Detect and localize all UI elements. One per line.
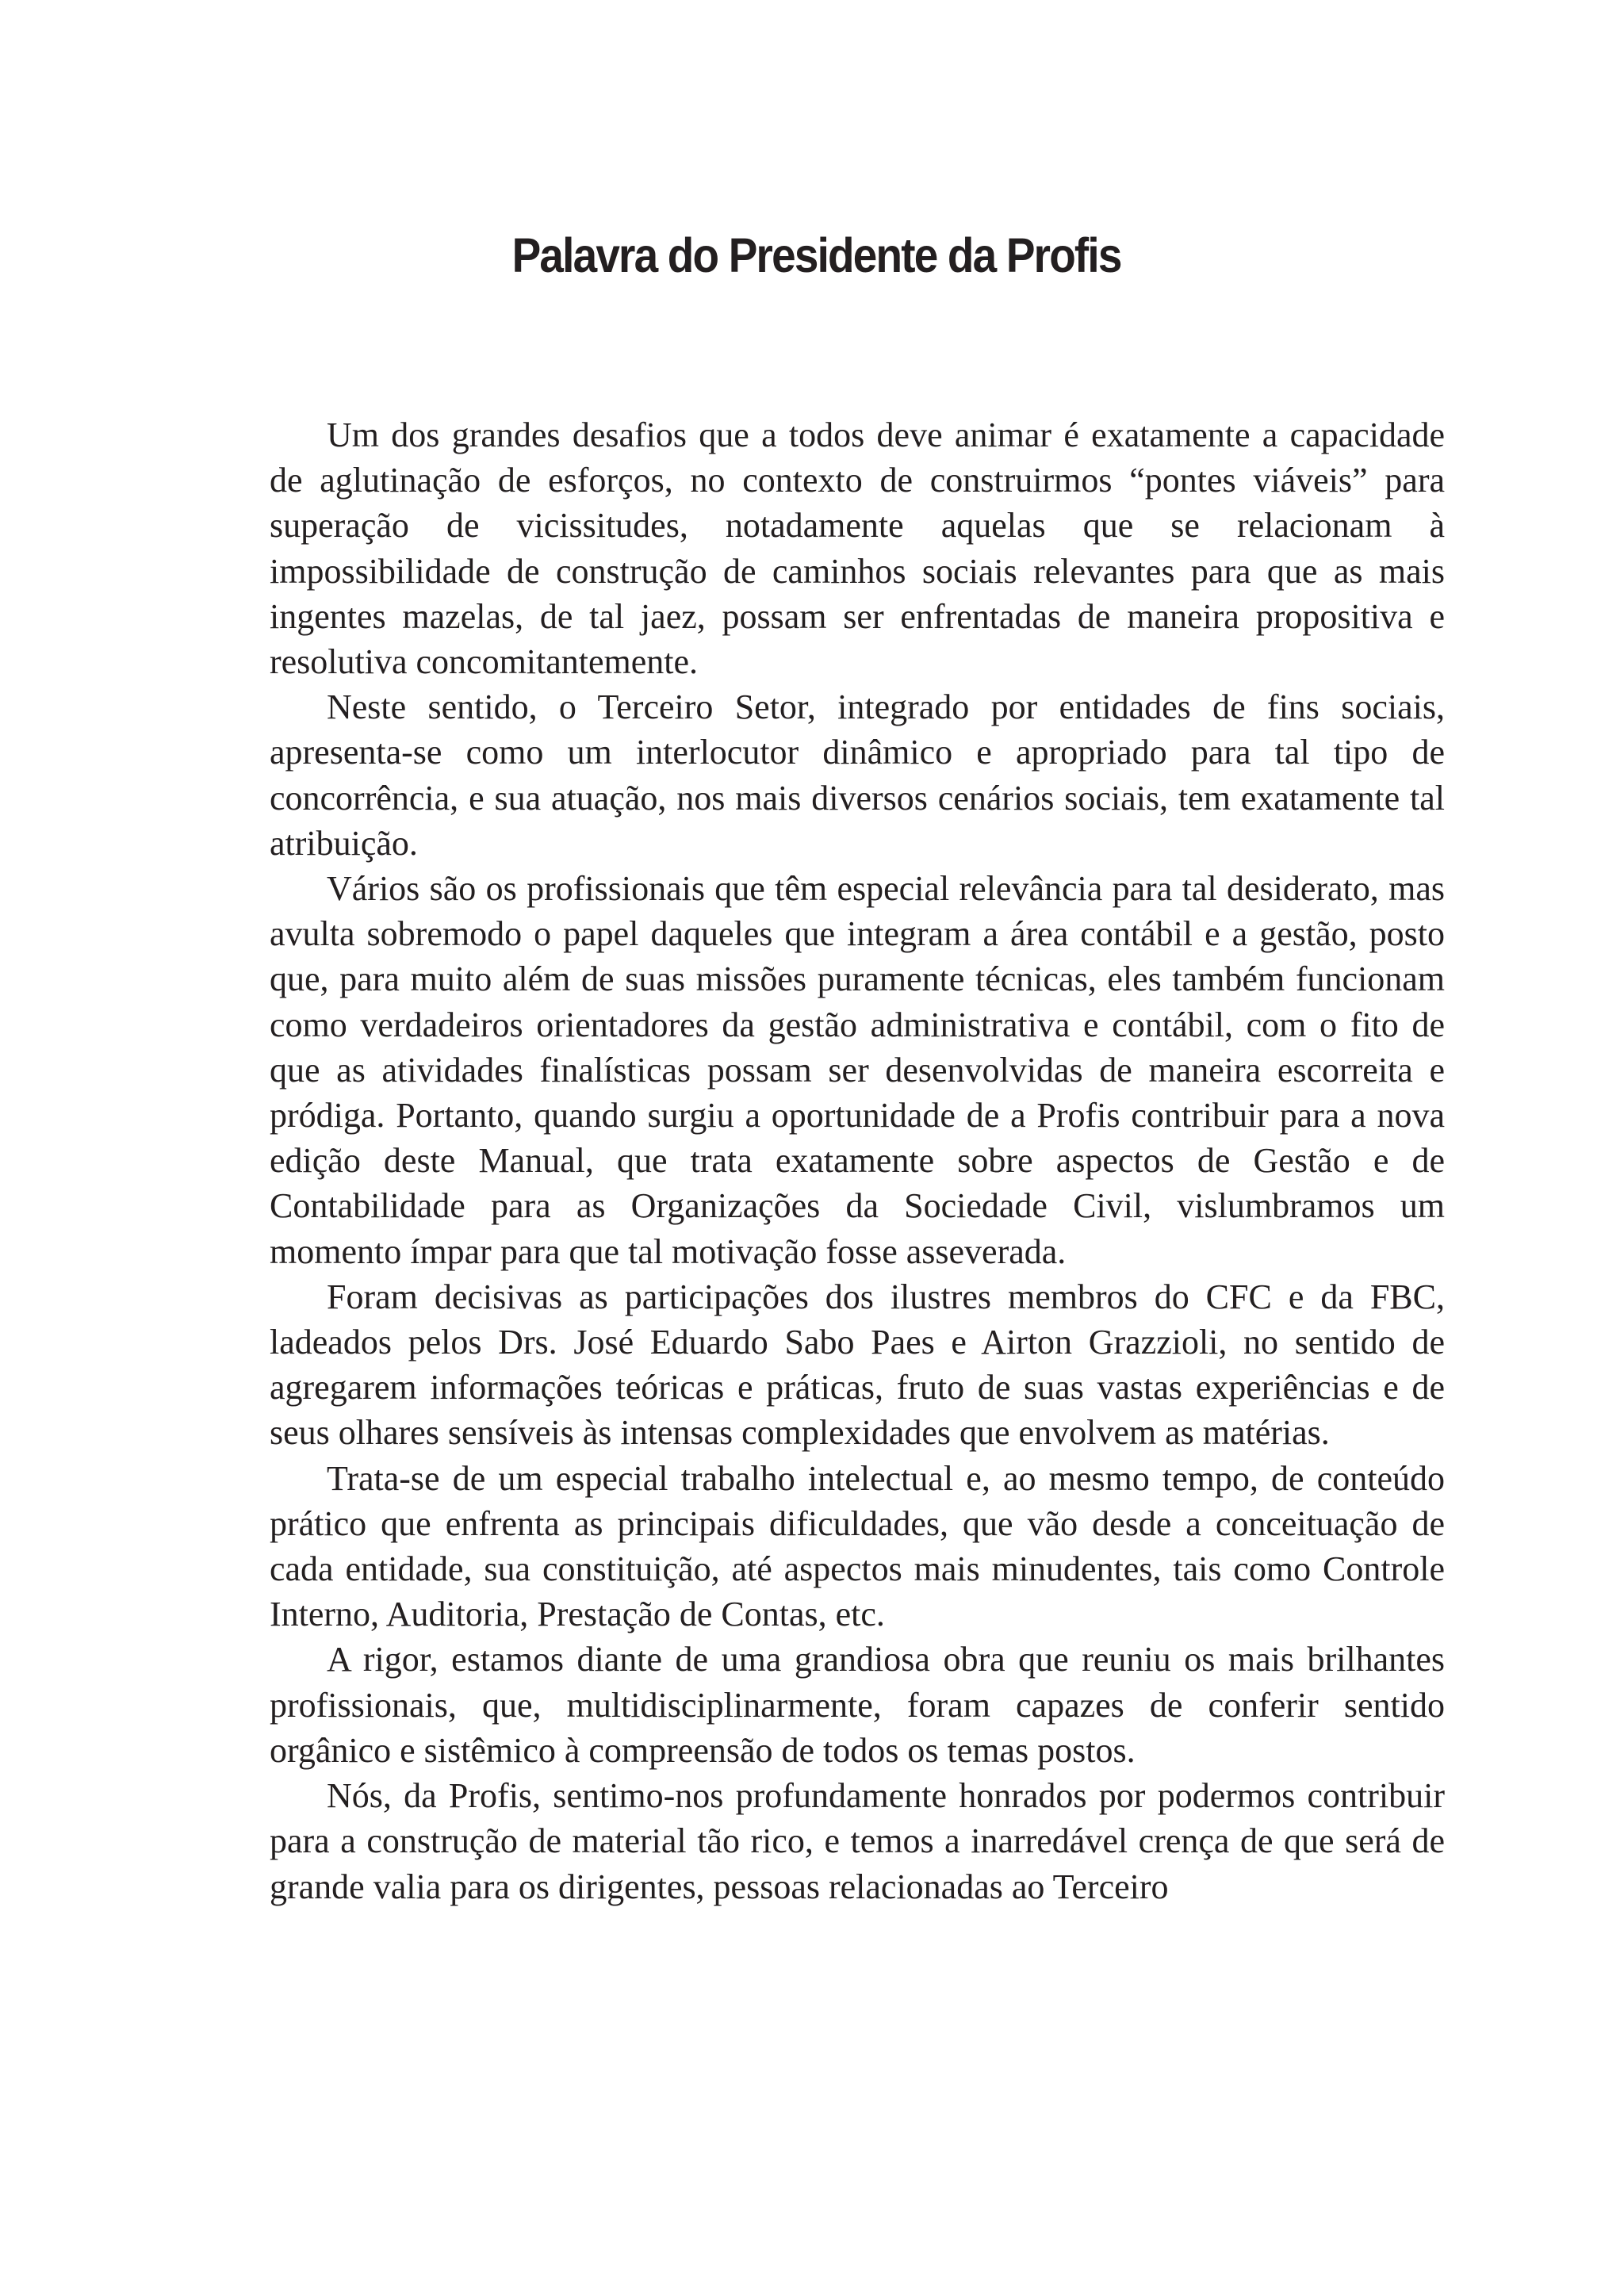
body-text	[270, 412, 1445, 1909]
page-title: Palavra do Presidente da Profis	[511, 228, 1121, 282]
paragraph: Vários são os profissionais que têm especial relevância para tal desiderato, mas avulta sobremodo o papel daqueles que integram a área contábil e a gestão, posto que, para muito além de suas missões puramente técnicas, eles também funcionam como verdadeiros orientadores da gestão administrativa e contábil, com o fito de que as atividades finalísticas possam ser desenvolvidas de maneira escorreita e pródiga. Portanto, quando surgiu a oportunidade de a Profis contribuir para a nova edição deste Manual, que trata exatamente sobre aspectos de Gestão e de Contabilidade para as Organizações da Sociedade Civil, vislumbramos um momento ímpar para que tal motivação fosse asseverada.	[270, 869, 1445, 1271]
paragraph: Um dos grandes desafios que a todos deve animar é exatamente a capacidade de aglutinação de esforços, no contexto de construirmos “pontes viáveis” para superação de vicissitudes, notadamente aquelas que se relacionam à impossibilidade de construção de caminhos sociais relevantes para que as mais ingentes mazelas, de tal jaez, possam ser enfrentadas de maneira propositiva e resolutiva concomitantemente.	[270, 416, 1445, 682]
paragraph: Neste sentido, o Terceiro Setor, integrado por entidades de fins sociais, apresenta-se como um interlocutor dinâmico e apropriado para tal tipo de concorrência, e sua atuação, nos mais diversos cenários sociais, tem exatamente tal atribuição.	[270, 687, 1445, 863]
paragraph: Nós, da Profis, sentimo-nos profundamente honrados por podermos contribuir para a construção de material tão rico, e temos a inarredável crença de que será de grande valia para os dirigentes, pessoas relacionadas ao Terceiro	[270, 1776, 1445, 1906]
paragraph: Trata-se de um especial trabalho intelectual e, ao mesmo tempo, de conteúdo prático que enfrenta as principais dificuldades, que vão desde a conceituação de cada entidade, sua constituição, até aspectos mais minudentes, tais como Controle Interno, Auditoria, Prestação de Contas, etc.	[270, 1458, 1445, 1634]
paragraph: A rigor, estamos diante de uma grandiosa obra que reuniu os mais brilhantes profissionais, que, multidisciplinarmente, foram capazes de conferir sentido orgânico e sistêmico à compreensão de todos os temas postos.	[270, 1640, 1445, 1770]
paragraph: Foram decisivas as participações dos ilustres membros do CFC e da FBC, ladeados pelos Drs. José Eduardo Sabo Paes e Airton Grazzioli, no sentido de agregarem informações teóricas e práticas, fruto de suas vastas experiências e de seus olhares sensíveis às intensas complexidades que envolvem as matérias.	[270, 1277, 1445, 1453]
